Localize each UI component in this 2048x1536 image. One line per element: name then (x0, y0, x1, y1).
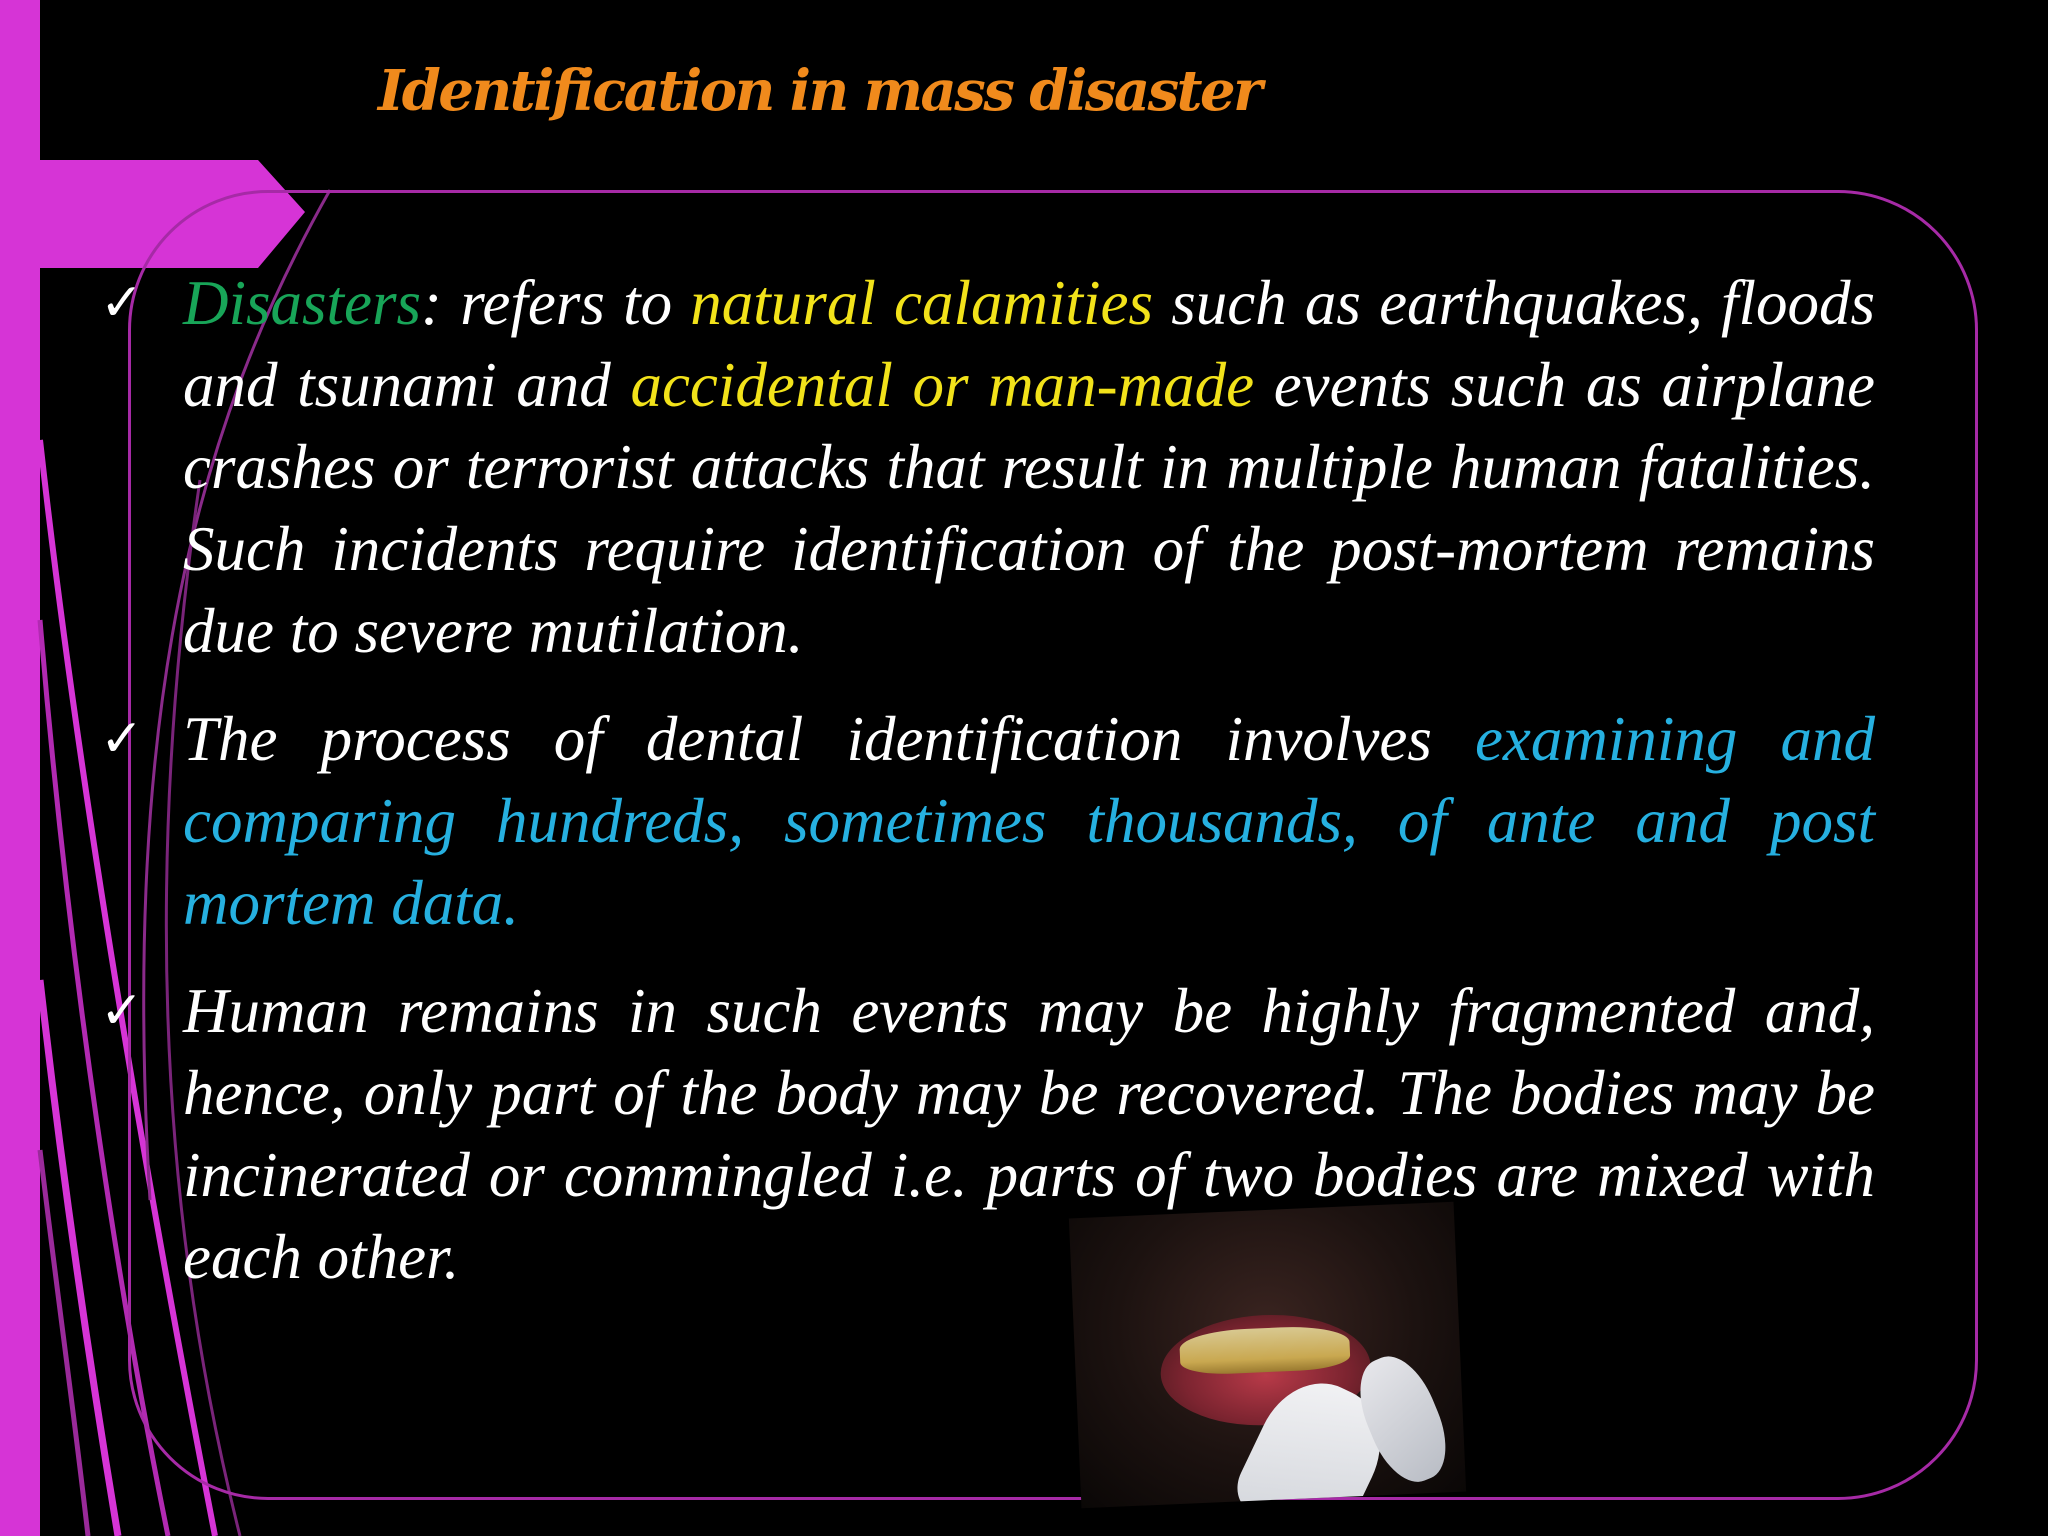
dental-examination-photo (1069, 1202, 1466, 1509)
bullet-text: events such as airplane crashes or terrorist attacks that result in multiple human fatalities. Such incidents require identification of the post-mortem remains due to severe mutilation. (183, 350, 1875, 666)
bullet-item (100, 698, 1875, 944)
highlight-natural-calamities: natural calamities (690, 268, 1153, 338)
bullet-text: The process of dental identification involves (183, 704, 1475, 774)
bullet-text: Human remains in such events may be highly fragmented and, hence, only part of the body may be recovered. The bodies may be incinerated or commingled i.e. parts of two bodies are mixed with each other. (183, 976, 1875, 1292)
term-disasters: Disasters (183, 268, 422, 338)
bullet-item (100, 970, 1875, 1298)
check-mark-icon: ✓ (100, 709, 144, 769)
bullet-item (100, 262, 1875, 672)
bullet-list (100, 262, 1875, 1324)
slide-title: Identification in mass disaster (378, 58, 1261, 124)
bullet-text: : refers to (421, 268, 691, 338)
bullet-text: such as earthquakes, floods and tsunami and (183, 268, 1875, 420)
check-mark-icon: ✓ (100, 981, 144, 1041)
check-mark-icon: ✓ (100, 273, 144, 333)
highlight-examining: examining and comparing hundreds, sometimes thousands, of ante and post mortem data. (183, 704, 1875, 938)
highlight-accidental: accidental or man-made (630, 350, 1255, 420)
